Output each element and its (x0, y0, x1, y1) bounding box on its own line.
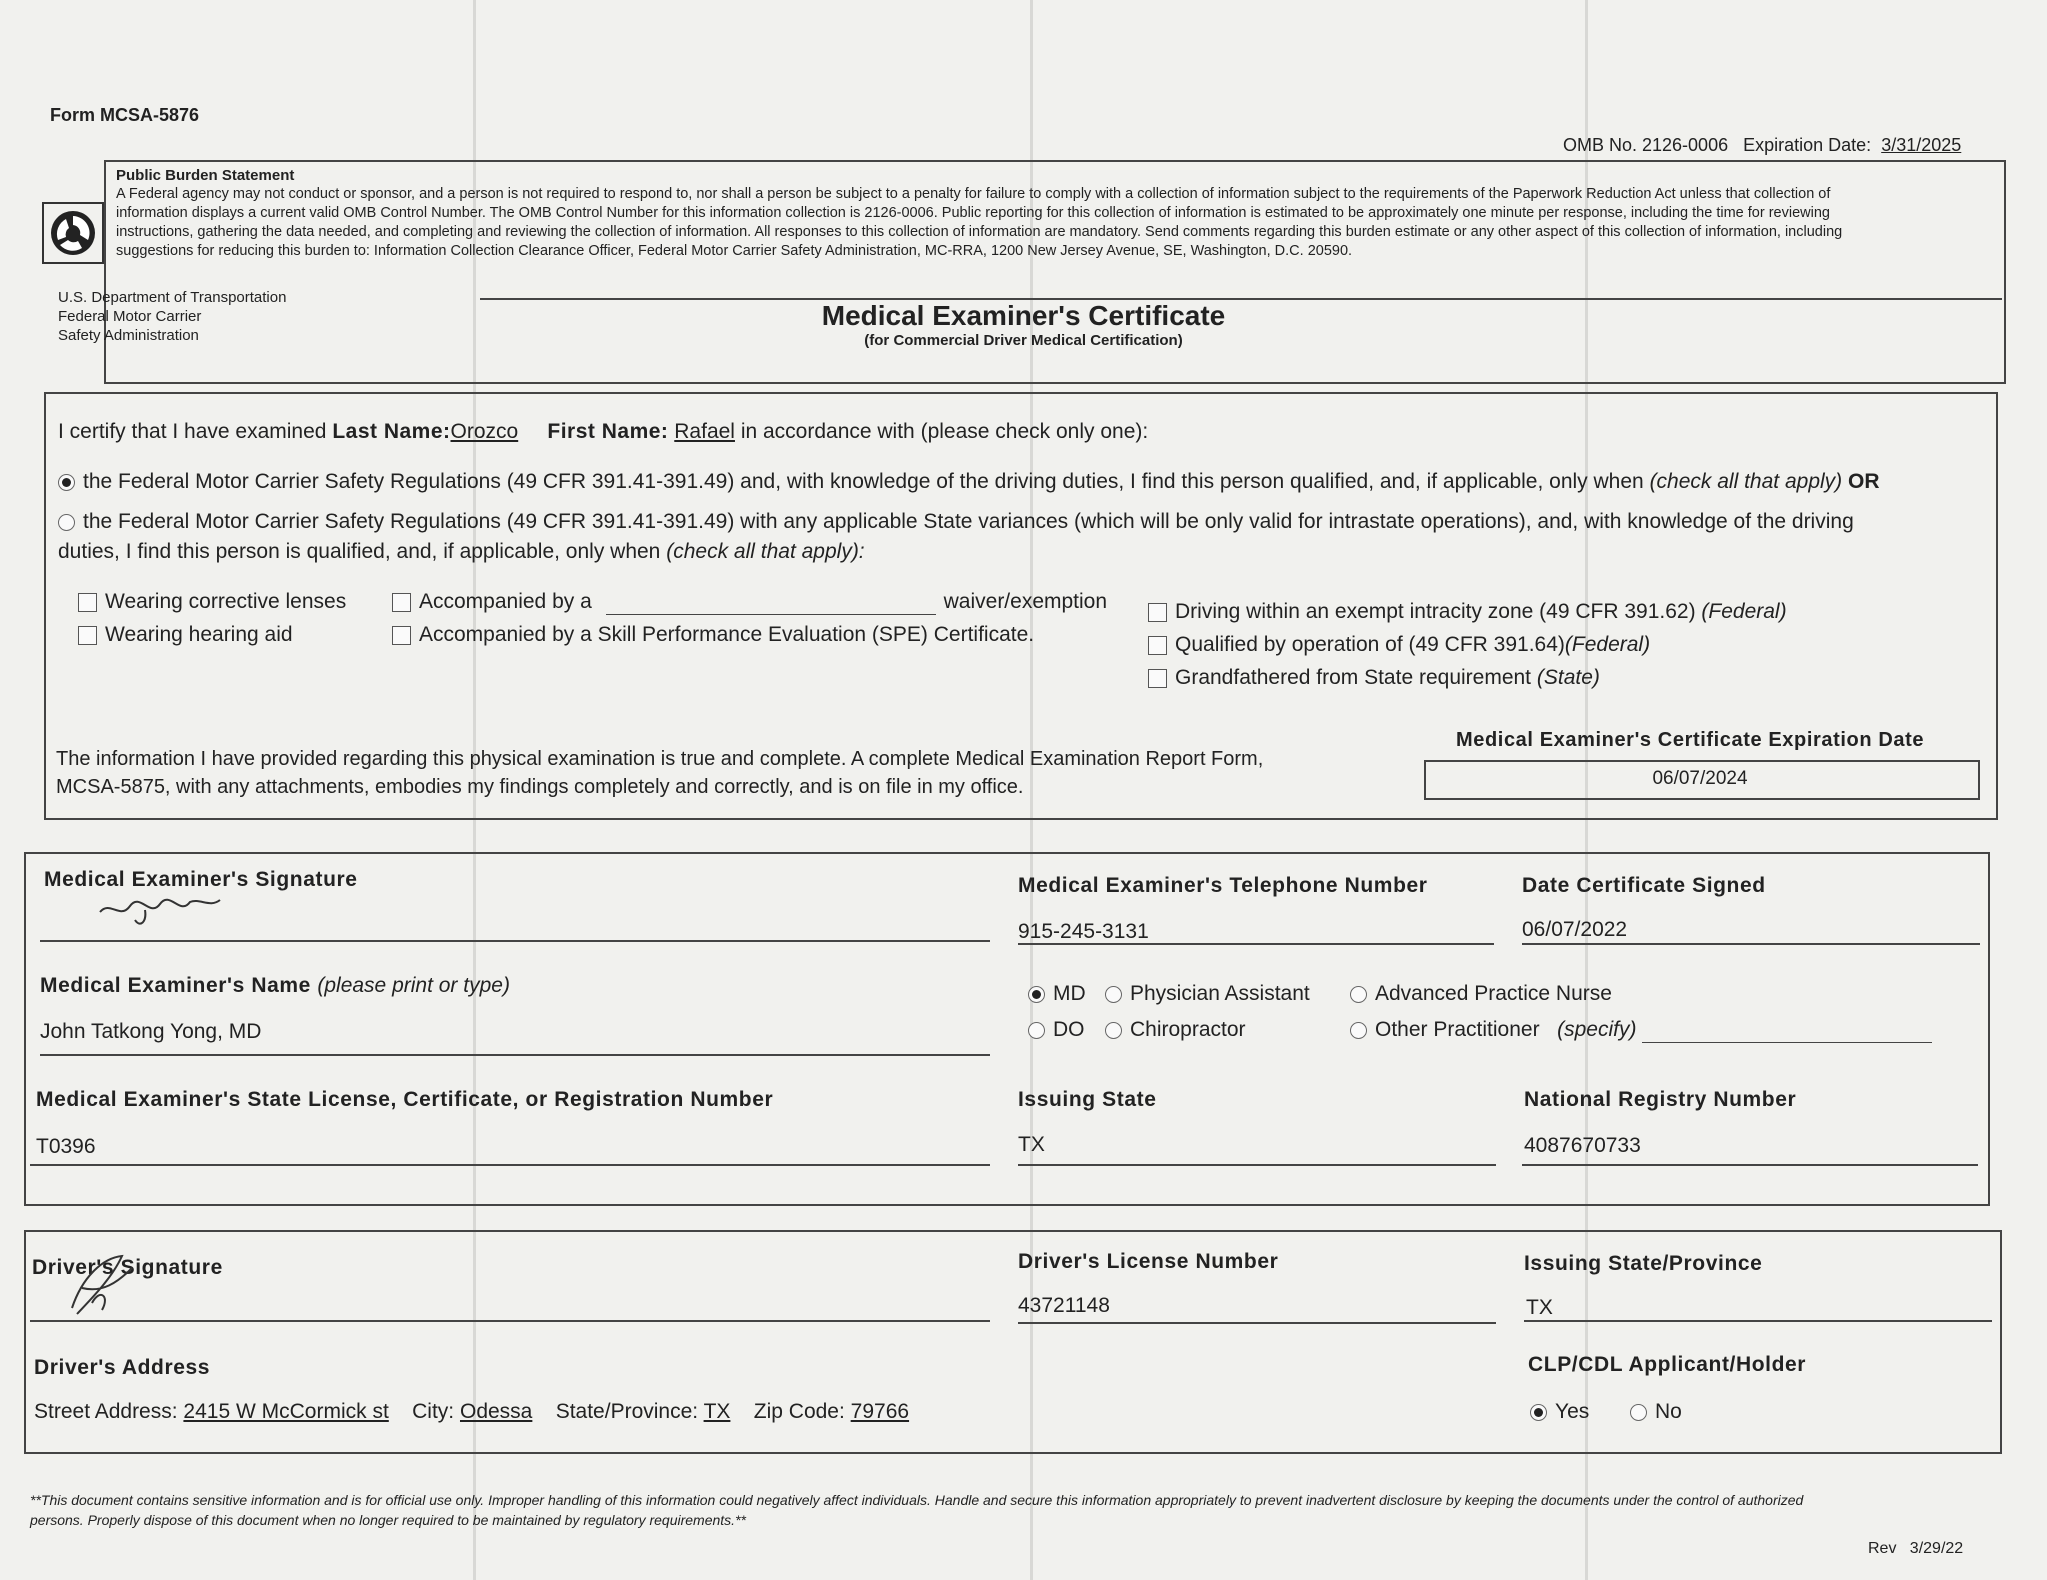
burden-statement: Public Burden Statement A Federal agency may not conduct or sponsor, and a person is not required to respond to, nor shall a person be subject to a penalty for failure to comply with a collection of information subject to the requirements of the Paperwork Reduction Act unless that collection of information displays a current valid OMB Control Number. The OMB Control Number for this information collection is 2126-0006. Public reporting for this collection of information is estimated to be approximately one minute per response, including the time for reviewing instructions, gathering the data needed, and completing and reviewing the collection of information. All responses to this collection of information are mandatory. Send comments regarding this burden estimate or any other aspect of this collection of information, including suggestions for reducing this burden to: Information Collection Clearance Officer, Federal Motor Carrier Safety Administration, MC-RRA, 1200 New Jersey Avenue, SE, Washington, D.C. 20590. (116, 167, 1843, 259)
driver-signature-line (30, 1320, 990, 1322)
expiration-date-value: 06/07/2024 (1652, 768, 1748, 789)
option-state-variance[interactable]: the Federal Motor Carrier Safety Regulations (49 CFR 391.41-391.49) with any applicable State variances (which will be only valid for intrastate operations), and, with knowledge of the driving (58, 510, 1854, 534)
radio-federal-selected[interactable] (58, 474, 75, 491)
checkbox-391-64[interactable]: Qualified by operation of (49 CFR 391.64)(Federal) (1148, 633, 1650, 657)
omb-number: OMB No. 2126-0006 Expiration Date: 3/31/2025 (1563, 135, 1962, 155)
examiner-name-label: Medical Examiner's Name (please print or type) (40, 974, 510, 997)
registry-number-label: National Registry Number (1524, 1088, 1797, 1111)
cert-intro: I certify that I have examined Last Name:Orozco First Name: Rafael in accordance with (please check only one): (58, 420, 1149, 443)
license-number-label: Driver's License Number (1018, 1250, 1279, 1273)
checkbox-waiver[interactable]: Accompanied by a waiver/exemption (392, 590, 1107, 615)
type-chiropractor[interactable]: Chiropractor (1105, 1018, 1246, 1042)
driver-address: Street Address: 2415 W McCormick st City: Odessa State/Province: TX Zip Code: 79766 (34, 1400, 910, 1423)
driver-address-label: Driver's Address (34, 1356, 211, 1379)
license-number-line (1018, 1322, 1496, 1324)
driver-issuing-state-line (1524, 1320, 1992, 1322)
examiner-name-value: John Tatkong Yong, MD (40, 1020, 262, 1043)
telephone-value: 915-245-3131 (1018, 920, 1149, 943)
registry-number-value: 4087670733 (1524, 1134, 1641, 1157)
first-name-value: Rafael (674, 420, 735, 443)
radio-state-variance[interactable] (58, 514, 75, 531)
license-number-value: 43721148 (1018, 1294, 1110, 1317)
issuing-state-label: Issuing State (1018, 1088, 1157, 1111)
agency-name: U.S. Department of Transportation Federal Motor Carrier Safety Administration (58, 289, 287, 344)
option-federal[interactable]: the Federal Motor Carrier Safety Regulations (49 CFR 391.41-391.49) and, with knowledge of the driving duties, I find this person qualified, and, if applicable, only when (check all that apply) OR (58, 470, 1880, 494)
dot-triskelion-icon (44, 204, 102, 262)
examiner-signature-icon (95, 890, 225, 930)
type-md[interactable]: MD (1028, 982, 1086, 1006)
signature-line (40, 940, 990, 942)
telephone-label: Medical Examiner's Telephone Number (1018, 874, 1428, 897)
clp-no[interactable]: No (1630, 1400, 1682, 1424)
license-line (30, 1164, 990, 1166)
revision: Rev 3/29/22 (1868, 1540, 1964, 1557)
checkbox-grandfathered[interactable]: Grandfathered from State requirement (State) (1148, 666, 1600, 690)
expiration-date-label: Medical Examiner's Certificate Expiration Date (1456, 729, 1925, 751)
zip-value: 79766 (850, 1400, 910, 1423)
examiner-signature-label: Medical Examiner's Signature (44, 868, 358, 891)
date-signed-label: Date Certificate Signed (1522, 874, 1766, 897)
city-value: Odessa (459, 1400, 533, 1423)
footer-notice: **This document contains sensitive information and is for official use only. Improper handling of this information could negatively affect individuals. Handle and secure this information appropriately to prevent inadvertent disclosure by keeping the documents under the control of authorized persons. Properly dispose of this document when no longer required to be maintained by regulatory requirements.** (30, 1492, 1804, 1528)
last-name-value: Orozco (450, 420, 519, 443)
issuing-state-line (1018, 1164, 1496, 1166)
driver-signature-icon (62, 1248, 142, 1320)
examiner-statement: The information I have provided regarding this physical examination is true and complete. A complete Medical Examination Report Form, MCSA-5875, with any attachments, embodies my findings completely and correctly, and is on file in my office. (56, 748, 1264, 798)
clp-yes[interactable]: Yes (1530, 1400, 1589, 1424)
license-label: Medical Examiner's State License, Certificate, or Registration Number (36, 1088, 774, 1111)
issuing-state-value: TX (1018, 1133, 1045, 1156)
type-advanced-practice-nurse[interactable]: Advanced Practice Nurse (1350, 982, 1612, 1006)
checkbox-hearing-aid[interactable]: Wearing hearing aid (78, 623, 293, 647)
type-do[interactable]: DO (1028, 1018, 1085, 1042)
state-value: TX (703, 1400, 731, 1423)
clp-cdl-label: CLP/CDL Applicant/Holder (1528, 1353, 1807, 1376)
street-value: 2415 W McCormick st (183, 1400, 389, 1423)
date-signed-line (1522, 943, 1980, 945)
page-title: Medical Examiner's Certificate (for Commercial Driver Medical Certification) (821, 300, 1226, 349)
examiner-name-line (40, 1054, 990, 1056)
license-value: T0396 (36, 1135, 96, 1158)
checkbox-corrective-lenses[interactable]: Wearing corrective lenses (78, 590, 346, 614)
date-signed-value: 06/07/2022 (1522, 918, 1628, 941)
option-state-variance-cont: duties, I find this person is qualified, and, if applicable, only when (check all that apply): (58, 540, 865, 563)
driver-signature-label: Driver's Signature (32, 1256, 223, 1279)
checkbox-intracity[interactable]: Driving within an exempt intracity zone (49 CFR 391.62) (Federal) (1148, 600, 1787, 624)
telephone-line (1018, 943, 1494, 945)
registry-number-line (1522, 1164, 1978, 1166)
form-id: Form MCSA-5876 (50, 105, 200, 125)
checkbox-spe[interactable]: Accompanied by a Skill Performance Evaluation (SPE) Certificate. (392, 623, 1034, 647)
dot-logo (42, 202, 104, 264)
driver-issuing-state-label: Issuing State/Province (1524, 1252, 1763, 1275)
type-physician-assistant[interactable]: Physician Assistant (1105, 982, 1310, 1006)
driver-issuing-state-value: TX (1526, 1296, 1553, 1319)
type-other-practitioner[interactable]: Other Practitioner (specify) (1350, 1018, 1932, 1043)
